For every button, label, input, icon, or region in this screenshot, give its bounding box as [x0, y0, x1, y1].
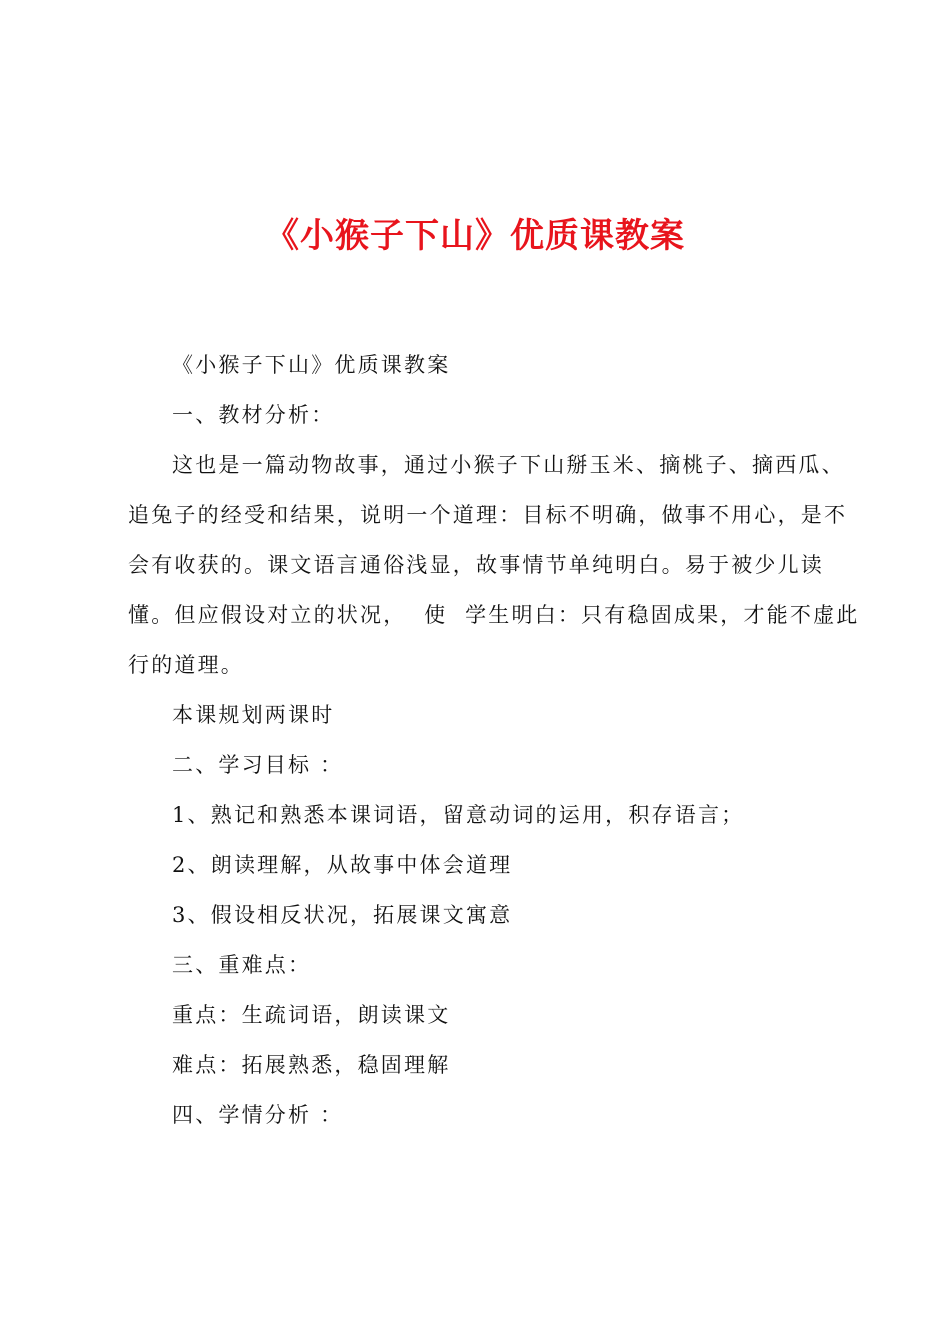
- analysis-paragraph-line-2: 追兔子的经受和结果，说明一个道理：目标不明确，做事不用心，是不: [128, 503, 848, 527]
- goal-item-1: 1、熟记和熟悉本课词语，留意动词的运用，积存语言；: [172, 803, 745, 827]
- analysis-paragraph-line-4: 懂。但应假设对立的状况， 使 学生明白：只有稳固成果，才能不虚此: [128, 603, 860, 627]
- section-heading-textbook-analysis: 一、教材分析：: [172, 403, 335, 427]
- section-heading-key-points: 三、重难点：: [172, 953, 312, 977]
- document-body: [128, 340, 860, 1140]
- section-heading-learner-analysis: 四、学情分析 ：: [172, 1103, 344, 1127]
- analysis-paragraph-line-1: 这也是一篇动物故事，通过小猴子下山掰玉米、摘桃子、摘西瓜、: [172, 453, 845, 477]
- subtitle-line: 《小猴子下山》优质课教案: [172, 353, 451, 377]
- analysis-paragraph-line-3: 会有收获的。课文语言通俗浅显，故事情节单纯明白。易于被少儿读: [128, 553, 824, 577]
- document-title: 《小猴子下山》优质课教案: [265, 216, 685, 256]
- difficult-point-line: 难点：拓展熟悉，稳固理解: [172, 1053, 451, 1077]
- section-heading-learning-goals: 二、学习目标 ：: [172, 753, 344, 777]
- goal-item-2: 2、朗读理解，从故事中体会道理: [172, 853, 513, 877]
- goal-item-3: 3、假设相反状况，拓展课文寓意: [172, 903, 513, 927]
- key-point-line: 重点：生疏词语，朗读课文: [172, 1003, 451, 1027]
- analysis-paragraph-line-5: 行的道理。: [128, 653, 244, 677]
- lesson-plan-note: 本课规划两课时: [172, 703, 335, 727]
